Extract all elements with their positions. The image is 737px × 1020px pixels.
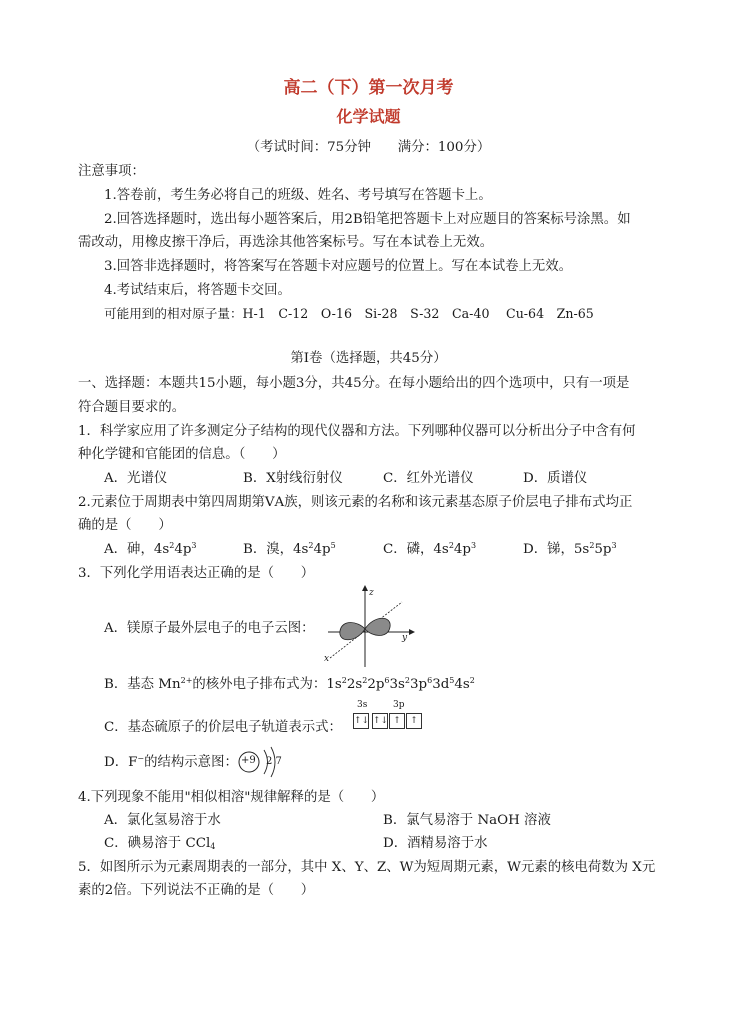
section-heading: 第Ⅰ卷（选择题，共45分）	[290, 351, 447, 366]
q4-option-a: A．氯化氢易溶于水	[104, 813, 221, 828]
note-item: 需改动，用橡皮擦干净后，再选涂其他答案标号。写在本试卷上无效。	[78, 235, 494, 250]
q2-option-b: B．溴，$4s^24p^5$	[243, 541, 336, 557]
q3-option-b: B．基态 $Mn^{2+}$的核外电子排布式为：$1s^22s^22p^63s^23p^63d^54s^2$	[104, 676, 475, 692]
question-5-stem: 5．如图所示为元素周期表的一部分，其中 X、Y、Z、W为短周期元素，W元素的核电荷数为 X元	[78, 860, 656, 875]
q3-option-d: D．F−的结构示意图：	[104, 754, 238, 770]
question-2-stem: 确的是（ ）	[78, 518, 172, 533]
orbital-3p-label: 3p	[393, 700, 405, 710]
q4-option-c: C．碘易溶于 CCl$_4$	[104, 836, 216, 851]
question-1-stem: 1．科学家应用了许多测定分子结构的现代仪器和方法。下列哪种仪器可以分析出分子中含有何	[78, 424, 636, 439]
question-2-stem: 2.元素位于周期表中第四周期第ⅤA族，则该元素的名称和该元素基态原子价层电子排布式均正	[78, 495, 633, 510]
page-title: 高二（下）第一次月考	[283, 78, 454, 98]
question-3-stem: 3．下列化学用语表达正确的是（ ）	[78, 566, 315, 581]
exam-info: （考试时间：75分钟 满分：100分）	[246, 140, 491, 155]
note-item: 2.回答选择题时，选出每小题答案后，用2B铅笔把答题卡上对应题目的答案标号涂黑。如	[104, 212, 631, 227]
axis-z-label: z	[369, 588, 374, 598]
axis-y-label: y	[402, 633, 408, 643]
question-4-stem: 4.下列现象不能用"相似相溶"规律解释的是（ ）	[78, 790, 385, 805]
note-item: 1.答卷前，考生务必将自己的班级、姓名、考号填写在答题卡上。	[104, 188, 492, 203]
electron-shells: 2 7	[266, 756, 282, 767]
orbital-box: ↑	[406, 713, 422, 729]
q2-option-d: D．锑，$5s^25p^3$	[523, 541, 617, 557]
q4-option-b: B．氯气易溶于 NaOH 溶液	[383, 813, 551, 828]
q3-option-a: A．镁原子最外层电子的电子云图：	[104, 621, 315, 636]
question-1-stem: 种化学键和官能团的信息。（ ）	[78, 447, 286, 462]
q1-option-c: C．红外光谱仪	[383, 471, 474, 486]
orbital-box: ↑	[389, 713, 405, 729]
orbital-box: ↑↓	[372, 713, 388, 729]
page-subtitle: 化学试题	[336, 107, 401, 126]
q4-option-d: D．酒精易溶于水	[383, 836, 488, 851]
atomic-masses: 可能用到的相对原子量：H-1 C-12 O-16 Si-28 S-32 Ca-40 Cu-64 Zn-65	[104, 306, 594, 321]
notes-heading: 注意事项：	[78, 164, 145, 179]
question-5-stem: 素的2倍。下列说法不正确的是（ ）	[78, 883, 315, 898]
q3-option-c: C．基态硫原子的价层电子轨道表示式：	[104, 720, 342, 735]
note-item: 3.回答非选择题时，将答案写在答题卡对应题号的位置上。写在本试卷上无效。	[104, 259, 573, 274]
q1-option-b: B．X射线衍射仪	[243, 471, 343, 486]
section-intro: 一、选择题：本题共15小题，每小题3分，共45分。在每小题给出的四个选项中，只有一项是	[78, 376, 630, 391]
axis-x-label: x	[324, 654, 330, 664]
orbital-3s-label: 3s	[357, 700, 368, 710]
q1-option-d: D．质谱仪	[523, 471, 588, 486]
orbital-box: ↑↓	[353, 713, 369, 729]
q2-option-c: C．磷，$4s^24p^3$	[383, 541, 477, 557]
q2-option-a: A．砷，$4s^24p^3$	[104, 541, 197, 557]
section-intro: 符合题目要求的。	[78, 400, 186, 415]
nucleus-charge: +9	[241, 755, 256, 766]
note-item: 4.考试结束后，将答题卡交回。	[104, 283, 291, 298]
q1-option-a: A．光谱仪	[104, 471, 168, 486]
